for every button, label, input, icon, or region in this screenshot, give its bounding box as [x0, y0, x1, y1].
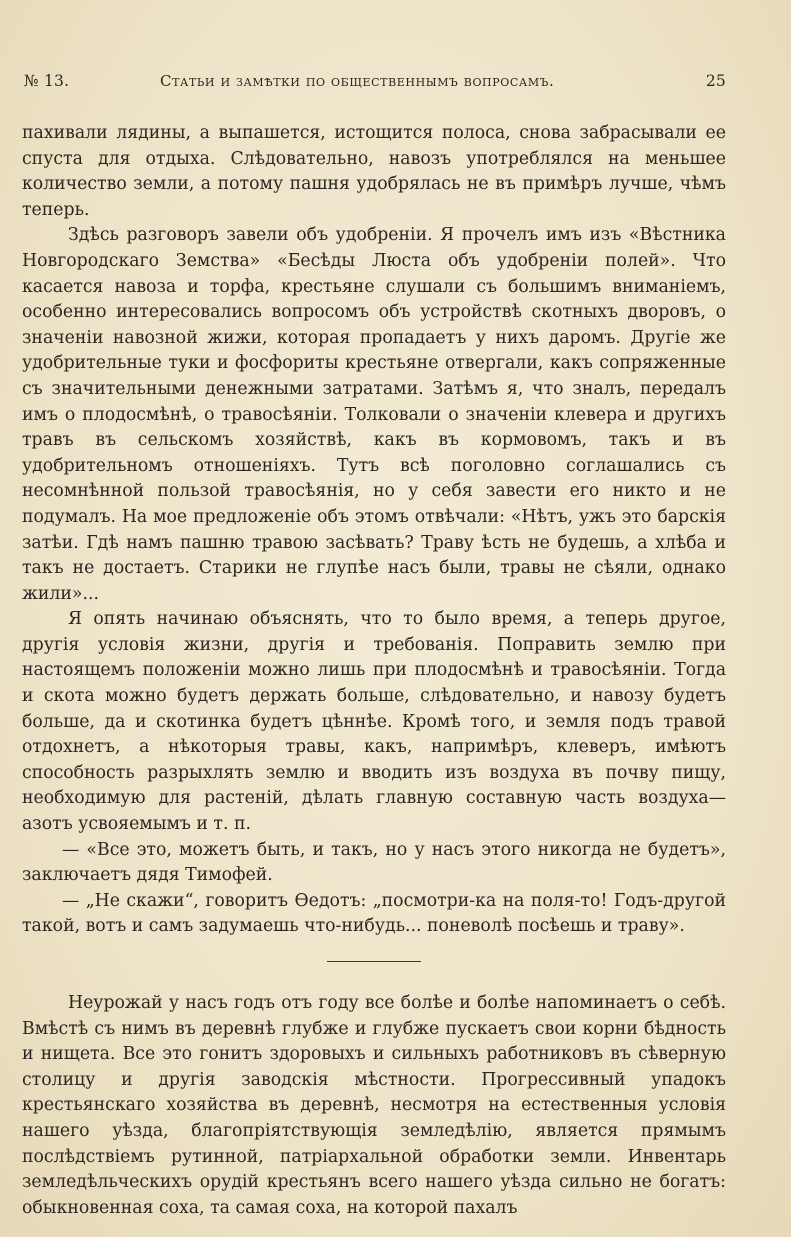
running-head [24, 72, 726, 98]
issue-number: № 13. [24, 72, 70, 90]
paragraph-harvest-failure: Неурожай у насъ годъ отъ году все болѣе и болѣе напоминаетъ о себѣ. Вмѣстѣ съ нимъ въ деревнѣ глубже и глубже пускаетъ свои корни бѣдность и нищета. Все это гонитъ здоровыхъ и сильныхъ работниковъ въ сѣверную столицу и другія заводскія мѣстности. Прогрессивный упадокъ крестьянскаго хозяйства въ деревнѣ, несмотря на естественныя условія нашего уѣзда, благопріятствующія земледѣлію, является прямымъ послѣдствіемъ рутинной, патріархальной обработки земли. Инвентарь земледѣльческихъ орудій крестьянъ всего нашего уѣзда сильно не богатъ: обыкновенная соха, та самая соха, на которой пахалъ [22, 993, 726, 1218]
paragraph-crop-rotation: Я опять начинаю объяснять, что то было время, а теперь другое, другія условія жизни, другія и требованія. Поправить землю при настоящемъ положеніи можно лишь при плодосмѣнѣ и травосѣяніи. Тогда и скота можно будетъ держать больше, слѣдовательно, и навозу будетъ больше, да и скотинка будетъ цѣннѣе. Кромѣ того, и земля подъ травой отдохнетъ, а нѣкоторыя травы, какъ, напримѣръ, клеверъ, имѣютъ способность разрыхлять землю и вводить изъ воздуха въ почву пищу, необходимую для растеній, дѣлать главную составную часть воздуха— азотъ усвояемымъ и т. п. [22, 609, 726, 835]
paragraph-timofey-reply: — «Все это, можетъ быть, и такъ, но у насъ этого никогда не будетъ», заключаетъ дядя Тимофей. [22, 839, 726, 886]
paragraph-fedot-reply: — „Не скажи“, говоритъ Ѳедотъ: „посмотри-ка на поля-то! Годъ-другой такой, вотъ и самъ задумаешь что-нибудь... поневолѣ посѣешь и траву». [22, 890, 726, 937]
article-body [22, 121, 726, 1221]
paragraph-fertilizer-talk: Здѣсь разговоръ завели объ удобреніи. Я прочелъ имъ изъ «Вѣстника Новгородскаго Земства» «Бесѣды Люста объ удобреніи полей». Что касается навоза и торфа, крестьяне слушали съ большимъ вниманіемъ, особенно интересовались вопросомъ объ устройствѣ скотныхъ дворовъ, о значеніи навозной жижи, которая пропадаетъ у нихъ даромъ. Другіе же удобрительные туки и фосфориты крестьяне отвергали, какъ сопряженные съ значительными денежными затратами. Затѣмъ я, что зналъ, передалъ имъ о плодосмѣнѣ, о травосѣяніи. Толковали о значеніи клевера и другихъ травъ въ сельскомъ хозяйствѣ, какъ въ кормовомъ, такъ и въ удобрительномъ отношеніяхъ. Тутъ всѣ поголовно соглашались съ несомнѣнной пользой травосѣянія, но у себя завести его никто и не подумалъ. На мое предложеніе объ этомъ отвѣчали: «Нѣтъ, ужъ это барскія затѣи. Гдѣ намъ пашню травою засѣвать? Траву ѣсть не будешь, а хлѣба и такъ не достаетъ. Старики не глупѣе насъ были, травы не сѣяли, однако жили»... [22, 225, 726, 604]
paragraph-continuation: пахивали лядины, а выпашется, истощится полоса, снова забрасывали ее спуста для отдыха. Слѣдовательно, навозъ употреблялся на меньшее количество земли, а потому пашня удобрялась не въ примѣръ лучше, чѣмъ теперь. [22, 123, 726, 220]
section-divider [327, 961, 421, 962]
section-title: Статьи и замѣтки по общественнымъ вопросамъ. [160, 72, 555, 90]
page-number: 25 [705, 72, 726, 90]
